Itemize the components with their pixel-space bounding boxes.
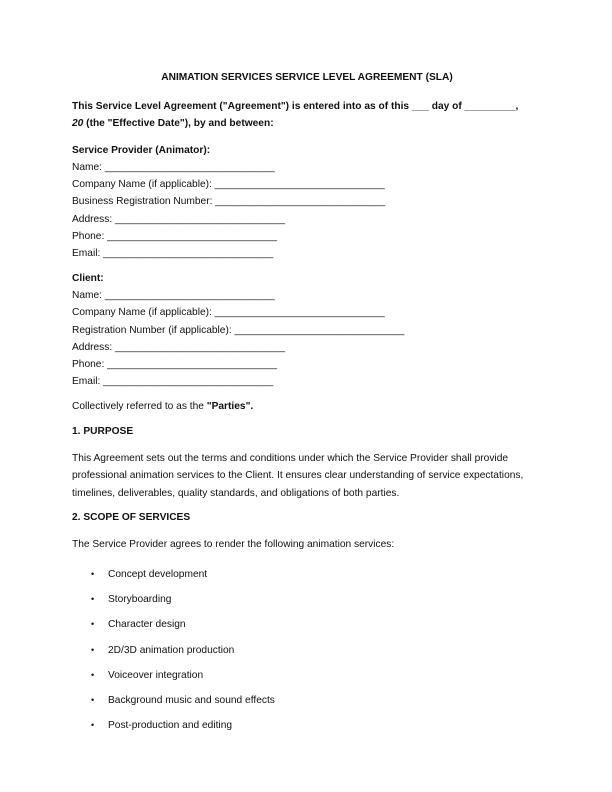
bullet-icon: • [91,619,95,630]
spacer [72,390,542,398]
intro-year: 20 [72,118,84,129]
client-company-field[interactable]: Company Name (if applicable): ______________________________ [72,307,385,319]
client-address-field[interactable]: Address: ______________________________ [72,341,286,353]
parties-term: "Parties". [206,401,254,413]
client-block [72,270,542,390]
list-item [72,713,542,738]
provider-phone-field[interactable]: Phone: ______________________________ [72,230,278,242]
list-item [72,688,542,713]
bullet-icon: • [91,694,95,705]
bullet-icon: • [91,568,95,579]
scope-heading: 2. SCOPE OF SERVICES [72,512,191,524]
client-heading: Client: [72,273,104,285]
provider-company-field[interactable]: Company Name (if applicable): ______________________________ [72,179,385,191]
service-label: Post-production and editing [108,720,233,732]
intro-line-2: (the "Effective Date"), by and between: [83,118,274,129]
list-item [72,638,542,663]
provider-email-field[interactable]: Email: ______________________________ [72,248,274,260]
client-phone-field[interactable]: Phone: ______________________________ [72,359,278,371]
scope-intro: The Service Provider agrees to render the following animation services: [72,539,395,551]
service-label: 2D/3D animation production [108,644,235,656]
document-body [72,71,542,738]
parties-paragraph [72,398,542,416]
bullet-icon: • [91,644,95,655]
service-label: Character design [108,619,186,631]
service-label: Storyboarding [108,594,172,606]
purpose-heading: 1. PURPOSE [72,425,134,437]
client-registration-field[interactable]: Registration Number (if applicable): ______________________________ [72,324,405,336]
spacer [72,262,542,270]
bullet-icon: • [91,669,95,680]
provider-name-field[interactable]: Name: ______________________________ [72,162,275,173]
service-label: Background music and sound effects [108,694,275,706]
list-item [72,663,542,688]
service-label: Voiceover integration [108,669,204,681]
provider-heading: Service Provider (Animator): [72,145,211,156]
intro-paragraph [72,98,542,132]
client-name-field[interactable]: Name: ______________________________ [72,290,275,302]
intro-line-1: This Service Level Agreement ("Agreement") is entered into as of this ___ day of _________, [72,101,519,112]
service-label: Concept development [108,568,208,580]
list-item [72,612,542,637]
purpose-paragraph: This Agreement sets out the terms and conditions under which the Service Provider shall provide professional animation services to the Client. It ensures clear understanding of service expectations, timelines, deliverables, quality standards, and obligations of both parties. [72,452,524,499]
client-email-field[interactable]: Email: ______________________________ [72,376,274,388]
provider-address-field[interactable]: Address: ______________________________ [72,213,286,225]
parties-prefix: Collectively referred to as the [72,401,207,413]
list-item [72,587,542,612]
list-item [72,562,542,587]
bullet-icon: • [91,594,95,605]
provider-block [72,142,542,262]
bullet-icon: • [91,720,95,731]
document-title: ANIMATION SERVICES SERVICE LEVEL AGREEMENT (SLA) [161,72,453,83]
services-list [72,562,542,738]
provider-registration-field[interactable]: Business Registration Number: ______________________________ [72,196,386,208]
